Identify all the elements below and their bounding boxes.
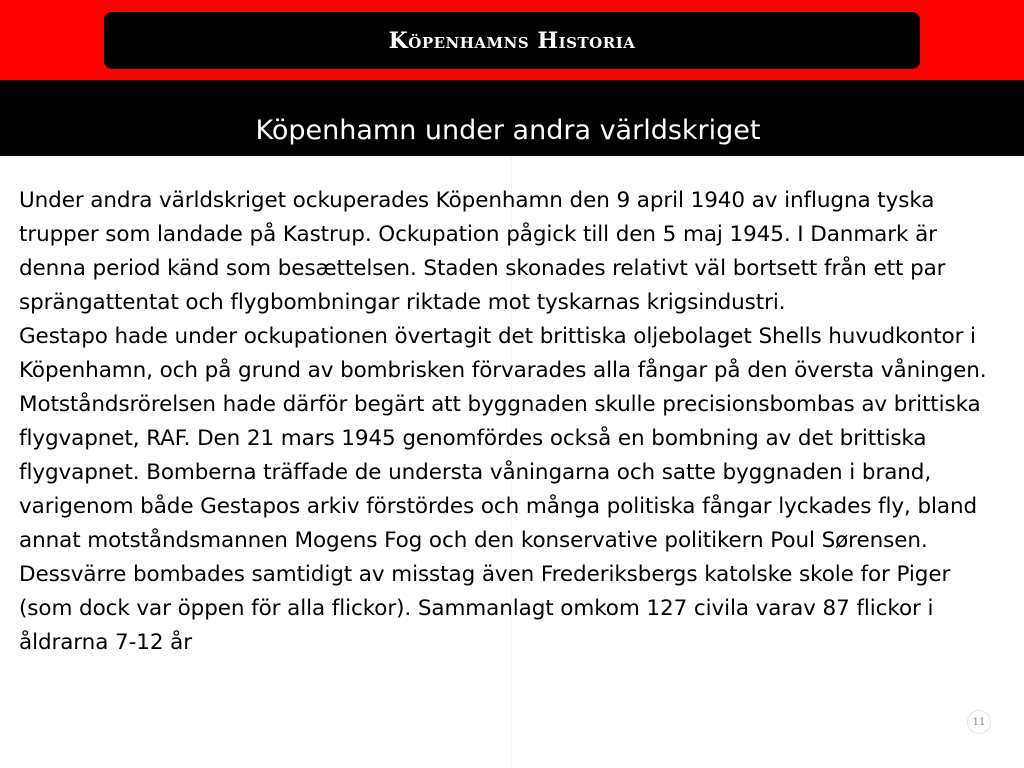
body-paragraph-1: Under andra världskriget ockuperades Köpenhamn den 9 april 1940 av influgna tyska trupper som landade på Kastrup. Ockupation pågick till den 5 maj 1945. I Danmark är denna period känd som besættelsen. Staden skonades relativt väl bortsett från ett par sprängattentat och flygbombningar riktade mot tyskarnas krigsindustri. [19, 188, 946, 315]
presentation-title: Köpenhamns Historia [388, 27, 636, 54]
title-box [104, 12, 920, 69]
slide-heading: Köpenhamn under andra världskriget [255, 115, 761, 146]
slide-body [19, 184, 1009, 660]
page-number: 11 [967, 710, 991, 734]
body-paragraph-2: Gestapo hade under ockupationen övertagit det brittiska oljebolaget Shells huvudkontor i Köpenhamn, och på grund av bombrisken förvarades alla fångar på den översta våningen. Motståndsrörelsen hade därför begärt att byggnaden skulle precisionsbombas av brittiska flygvapnet, RAF. Den 21 mars 1945 genomfördes också en bombning av det brittiska flygvapnet. Bomberna träffade de understa våningarna och satte byggnaden i brand, varigenom både Gestapos arkiv förstördes och många politiska fångar lyckades fly, bland annat motståndsmannen Mogens Fog och den konservative politikern Poul Sørensen. Dessvärre bombades samtidigt av misstag även Frederiksbergs katolske skole for Piger (som dock var öppen för alla flickor). Sammanlagt omkom 127 civila varav 87 flickor i åldrarna 7-12 år [19, 324, 987, 655]
header-band [0, 0, 1024, 80]
